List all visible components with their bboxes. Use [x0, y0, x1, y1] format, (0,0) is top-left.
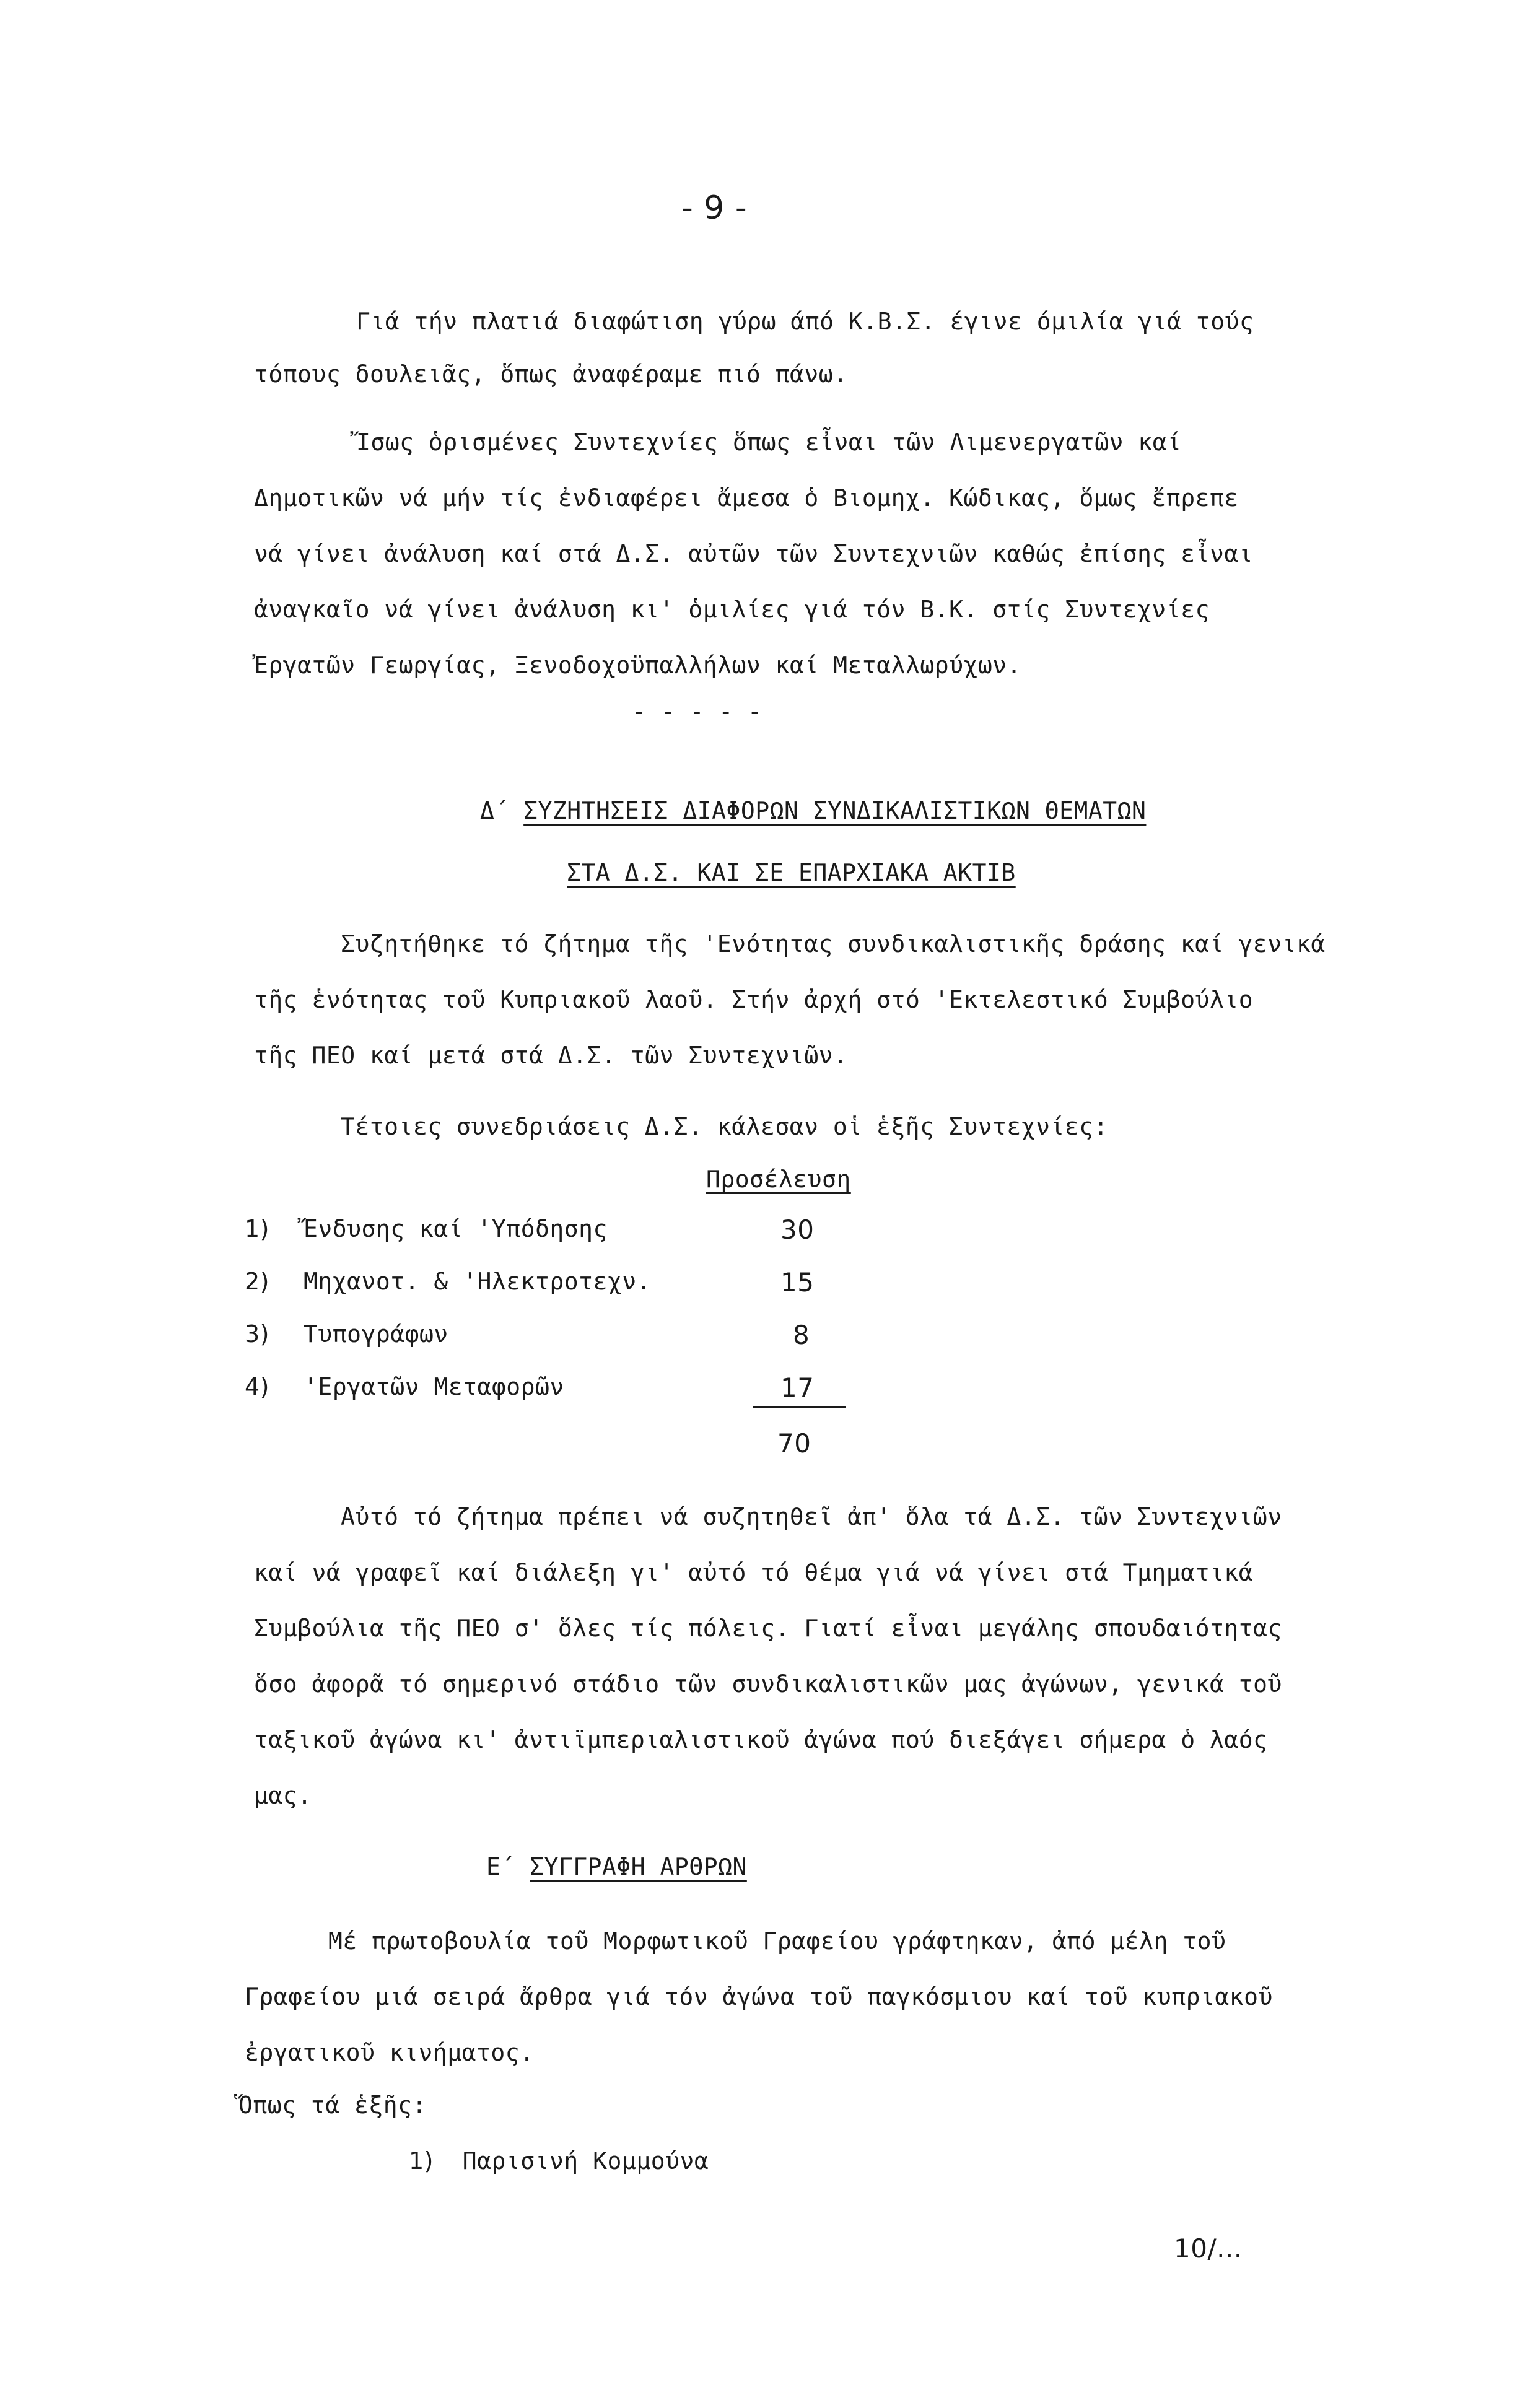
paragraph-line: Μέ πρωτοβουλία τοῦ Μορφωτικοῦ Γραφείου γράφτηκαν, ἀπό μέλη τοῦ: [328, 1927, 1226, 1955]
table-row-name: 'Εργατῶν Μεταφορῶν: [304, 1373, 564, 1400]
table-row-value: 17: [780, 1372, 815, 1403]
paragraph-line: ἀναγκαῖο νά γίνει ἀνάλυση κι' ὁμιλίες γιά τόν Β.Κ. στίς Συντεχνίες: [254, 596, 1210, 623]
table-row-value: 15: [780, 1267, 815, 1298]
attendance-total: 70: [777, 1428, 811, 1459]
paragraph-line: ὅσο ἀφορᾶ τό σημερινό στάδιο τῶν συνδικαλιστικῶν μας ἀγώνων, γενικά τοῦ: [254, 1670, 1282, 1698]
section-e-heading: Ε΄ ΣΥΓΓΡΑΦΗ ΑΡΘΡΩΝ: [486, 1853, 747, 1880]
table-row-name: Μηχανοτ. & 'Ηλεκτροτεχν.: [304, 1268, 652, 1295]
paragraph-line: Συμβούλια τῆς ΠΕΟ σ' ὅλες τίς πόλεις. Γιατί εἶναι μεγάλης σπουδαιότητας: [254, 1615, 1282, 1642]
section-d-heading-line-1: Δ΄ ΣΥΖΗΤΗΣΕΙΣ ΔΙΑΦΟΡΩΝ ΣΥΝΔΙΚΑΛΙΣΤΙΚΩΝ ΘΕΜΑΤΩΝ: [480, 797, 1147, 824]
total-rule: [753, 1406, 846, 1408]
section-d-heading-line-2: ΣΤΑ Δ.Σ. ΚΑΙ ΣΕ ΕΠΑΡΧΙΑΚΑ ΑΚΤΙΒ: [567, 859, 1016, 886]
attendance-column-header: Προσέλευση: [706, 1166, 851, 1193]
page-number: - 9 -: [681, 190, 748, 227]
paragraph-line: Ἐργατῶν Γεωργίας, Ξενοδοχοϋπαλλήλων καί Μεταλλωρύχων.: [254, 652, 1022, 679]
paragraph-line: Γραφείου μιά σειρά ἄρθρα γιά τόν ἀγώνα τοῦ παγκόσμιου καί τοῦ κυπριακοῦ: [245, 1983, 1273, 2010]
continuation-marker: 10/...: [1174, 2233, 1243, 2264]
table-row-number: 3): [245, 1320, 270, 1348]
table-row-value: 8: [793, 1320, 810, 1350]
list-item: 1) Παρισινή Κομμούνα: [409, 2147, 709, 2175]
paragraph-line: νά γίνει ἀνάλυση καί στά Δ.Σ. αὐτῶν τῶν Συντεχνιῶν καθώς ἐπίσης εἶναι: [254, 540, 1254, 567]
paragraph-line: Δημοτικῶν νά μήν τίς ἐνδιαφέρει ἄμεσα ὁ Βιομηχ. Κώδικας, ὅμως ἔπρεπε: [254, 484, 1239, 512]
table-row-name: Τυπογράφων: [304, 1320, 448, 1348]
paragraph-line: ἐργατικοῦ κινήματος.: [245, 2039, 535, 2066]
paragraph-line: Ὅπως τά ἑξῆς:: [238, 2092, 427, 2119]
table-row-value: 30: [780, 1215, 815, 1245]
paragraph-line: μας.: [254, 1782, 312, 1809]
paragraph-line: καί νά γραφεῖ καί διάλεξη γι' αὐτό τό θέμα γιά νά γίνει στά Τμηματικά: [254, 1559, 1254, 1586]
paragraph-line: Ἴσως ὁρισμένες Συντεχνίες ὅπως εἶναι τῶν Λιμενεργατῶν καί: [356, 429, 1182, 456]
separator: - - - - -: [632, 698, 762, 725]
paragraph-line: ταξικοῦ ἀγώνα κι' ἀντιϊμπεριαλιστικοῦ ἀγώνα πού διεξάγει σήμερα ὁ λαός: [254, 1726, 1268, 1753]
paragraph-line: Αὐτό τό ζήτημα πρέπει νά συζητηθεῖ ἀπ' ὅλα τά Δ.Σ. τῶν Συντεχνιῶν: [341, 1503, 1282, 1530]
paragraph-line: Συζητήθηκε τό ζήτημα τῆς 'Ενότητας συνδικαλιστικῆς δράσης καί γενικά: [341, 930, 1326, 958]
table-row-number: 2): [245, 1268, 270, 1295]
paragraph-line: τῆς ΠΕΟ καί μετά στά Δ.Σ. τῶν Συντεχνιῶν.: [254, 1042, 848, 1069]
paragraph-line: τῆς ἑνότητας τοῦ Κυπριακοῦ λαοῦ. Στήν ἀρχή στό 'Εκτελεστικό Συμβούλιο: [254, 986, 1254, 1013]
table-row-number: 1): [245, 1215, 270, 1242]
paragraph-line: Γιά τήν πλατιά διαφώτιση γύρω άπό Κ.Β.Σ. έγινε όμιλία γιά τούς: [356, 308, 1254, 335]
table-row-number: 4): [245, 1373, 270, 1400]
paragraph-line: τόπους δουλειᾶς, ὅπως ἀναφέραμε πιό πάνω.: [254, 360, 848, 388]
table-row-name: Ἔνδυσης καί 'Υπόδησης: [304, 1215, 608, 1242]
paragraph-line: Τέτοιες συνεδριάσεις Δ.Σ. κάλεσαν οἱ ἑξῆς Συντεχνίες:: [341, 1113, 1109, 1140]
